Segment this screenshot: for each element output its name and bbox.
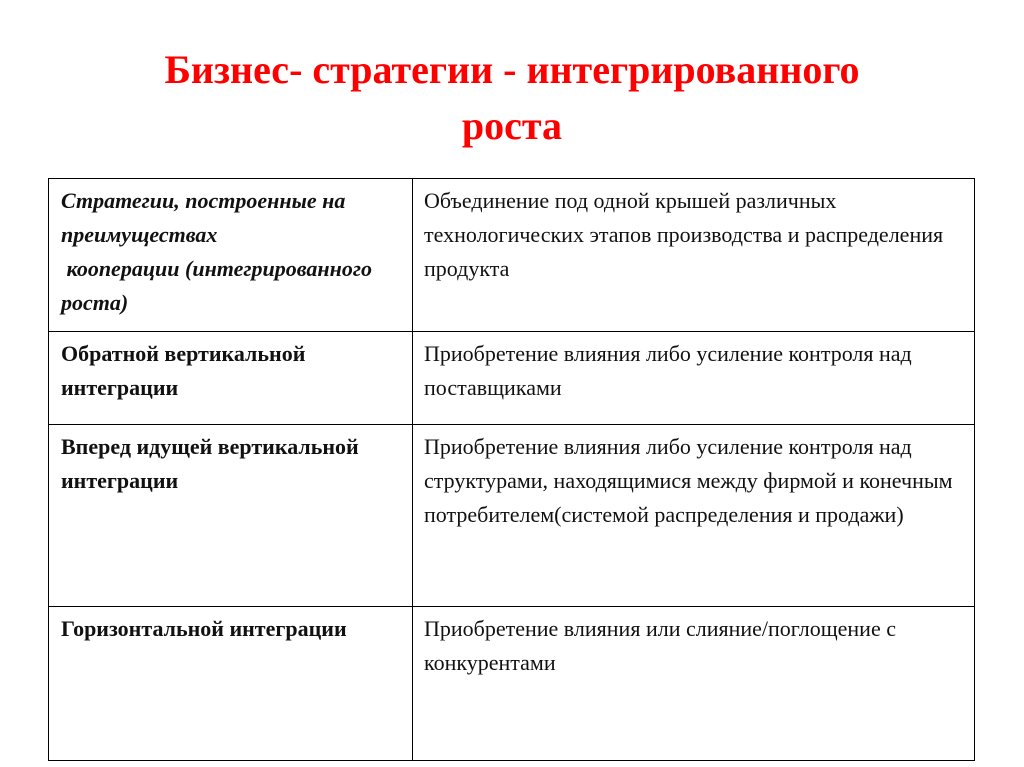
table-row — [49, 332, 975, 425]
strategies-table — [48, 178, 975, 761]
table-row — [49, 425, 975, 607]
strategy-name-cell: Вперед идущей вертикальной интеграции — [49, 425, 413, 607]
strategy-description-cell: Приобретение влияния либо усиление контроля над структурами, находящимися между фирмой и конечным потребителем(системой распределения и продажи) — [413, 425, 975, 607]
table-row — [49, 607, 975, 761]
strategy-name-cell: Горизонтальной интеграции — [49, 607, 413, 761]
strategy-name-cell: Обратной вертикальной интеграции — [49, 332, 413, 425]
title-line-2: роста — [461, 103, 563, 148]
strategy-description-cell: Приобретение влияния или слияние/поглощение с конкурентами — [413, 607, 975, 761]
slide-title — [0, 42, 1024, 154]
strategy-description-cell: Приобретение влияния либо усиление контроля над поставщиками — [413, 332, 975, 425]
strategy-description-cell: Объединение под одной крышей различных технологических этапов производства и распределения продукта — [413, 179, 975, 332]
strategy-name-cell: Стратегии, построенные на преимуществах кооперации (интегрированного роста) — [49, 179, 413, 332]
table-row — [49, 179, 975, 332]
title-line-1: Бизнес- стратегии - интегрированного — [164, 47, 860, 92]
